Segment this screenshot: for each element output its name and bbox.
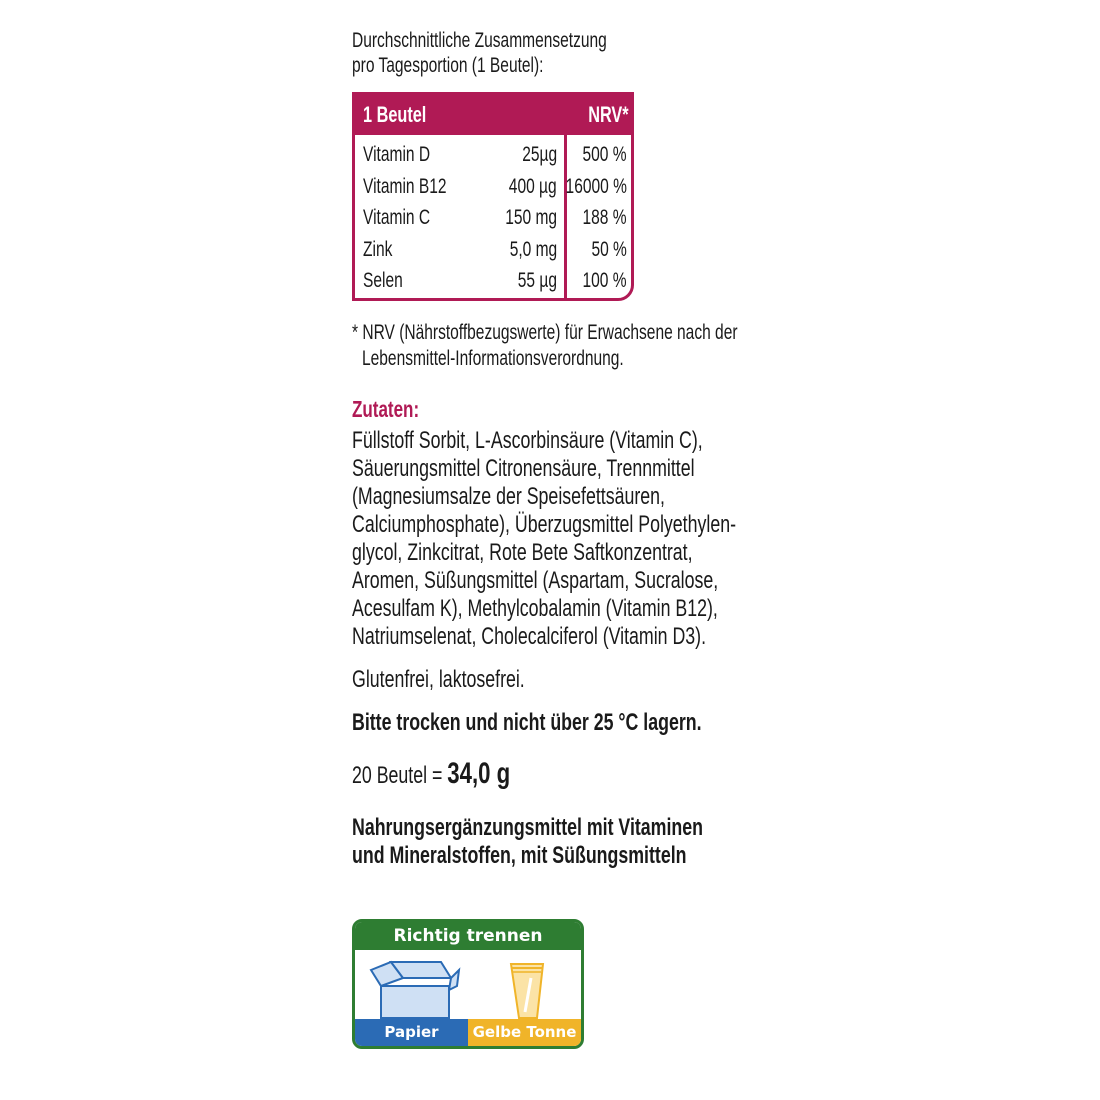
row-nrv: 16000 % — [565, 175, 627, 198]
footnote-line-2: Lebensmittel-Informationsverordnung. — [362, 347, 624, 370]
header-nrv: NRV* — [588, 102, 629, 127]
table-row — [355, 141, 631, 172]
footnote-line-1: * NRV (Nährstoffbezugswerte) für Erwachsene nach der — [352, 321, 738, 344]
table-row — [355, 236, 631, 267]
row-nrv: 500 % — [582, 143, 627, 166]
description-line-1: Nahrungsergänzungsmittel mit Vitaminen — [352, 814, 703, 841]
row-amount: 150 mg — [505, 206, 557, 229]
storage-note: Bitte trocken und nicht über 25 °C lagern. — [352, 709, 702, 736]
intro-line-1: Durchschnittliche Zusammensetzung — [352, 29, 607, 52]
row-name: Vitamin C — [363, 206, 431, 229]
row-amount: 400 µg — [509, 175, 557, 198]
weight-prefix: 20 Beutel = — [352, 762, 448, 789]
papier-label: Papier — [355, 1019, 468, 1046]
table-row — [355, 173, 631, 204]
ingredients-line: (Magnesiumsalze der Speisefettsäuren, — [352, 483, 665, 510]
row-amount: 25µg — [522, 143, 557, 166]
table-row — [355, 204, 631, 235]
header-portion: 1 Beutel — [363, 102, 427, 127]
ingredients-line: Calciumphosphate), Überzugsmittel Polyethylen- — [352, 511, 736, 538]
sachet-icon — [511, 964, 543, 1018]
ingredients-line: Acesulfam K), Methylcobalamin (Vitamin B12), — [352, 595, 718, 622]
recycling-title: Richtig trennen — [355, 922, 581, 950]
recycling-badge — [352, 919, 584, 1049]
paper-box-icon — [371, 962, 459, 1018]
row-name: Selen — [363, 269, 403, 292]
table-row — [355, 267, 631, 298]
row-amount: 55 µg — [517, 269, 557, 292]
row-nrv: 100 % — [582, 269, 627, 292]
ingredients-line: Füllstoff Sorbit, L-Ascorbinsäure (Vitamin C), — [352, 427, 703, 454]
nutrition-table — [352, 92, 634, 301]
row-name: Vitamin B12 — [363, 175, 447, 198]
product-description — [352, 814, 826, 870]
ingredients-line: glycol, Zinkcitrat, Rote Bete Saftkonzentrat, — [352, 539, 693, 566]
nutrition-table-header — [355, 95, 631, 135]
gelbe-tonne-label: Gelbe Tonne — [468, 1019, 581, 1046]
intro-text — [352, 28, 772, 78]
description-line-2: und Mineralstoffen, mit Süßungsmitteln — [352, 842, 687, 869]
row-nrv: 188 % — [582, 206, 627, 229]
row-nrv: 50 % — [591, 238, 627, 261]
ingredients-title: Zutaten: — [352, 396, 420, 422]
ingredients-line: Aromen, Süßungsmittel (Aspartam, Sucralose, — [352, 567, 719, 594]
row-amount: 5,0 mg — [509, 238, 557, 261]
nrv-footnote — [352, 320, 873, 372]
weight-value: 34,0 g — [447, 757, 511, 790]
ingredients-text — [352, 427, 871, 651]
ingredients-line: Natriumselenat, Cholecalciferol (Vitamin D3). — [352, 623, 707, 650]
allergen-note: Glutenfrei, laktosefrei. — [352, 666, 525, 693]
net-weight — [352, 757, 566, 791]
intro-line-2: pro Tagesportion (1 Beutel): — [352, 54, 544, 77]
row-name: Vitamin D — [363, 143, 431, 166]
ingredients-line: Säuerungsmittel Citronensäure, Trennmittel — [352, 455, 695, 482]
row-name: Zink — [363, 238, 393, 261]
